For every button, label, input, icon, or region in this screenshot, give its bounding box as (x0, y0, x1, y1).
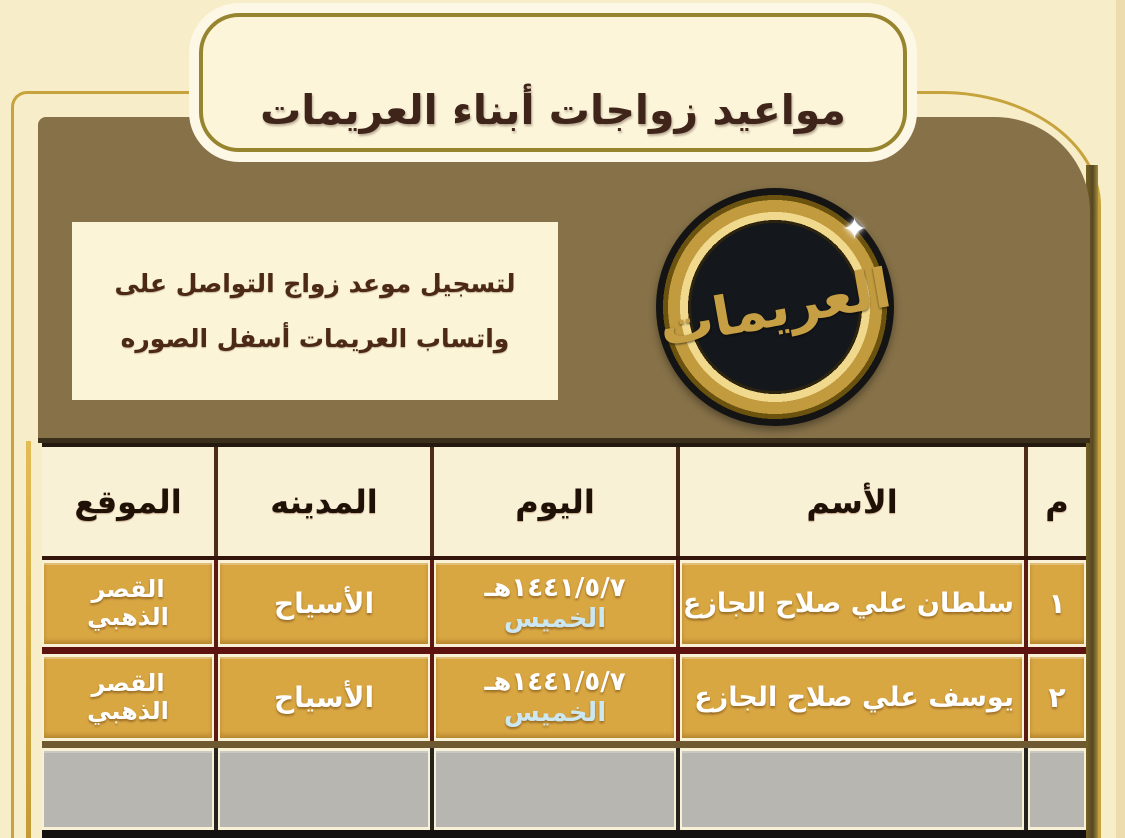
wedding-date: ١٤٤١/٥/٧هـ (484, 572, 626, 603)
wedding-date-wrap (436, 657, 674, 738)
header-cell-name: الأسم (680, 447, 1028, 556)
empty-cell (1028, 748, 1086, 830)
wedding-day-cell (434, 560, 680, 647)
table-row (42, 560, 1086, 654)
empty-cell-fill (220, 751, 428, 827)
city-cell (218, 654, 434, 741)
wedding-schedule-table (42, 443, 1086, 838)
info-line-2: واتساب العريمات أسفل الصوره (120, 324, 510, 353)
oraimat-logo-badge (656, 188, 894, 426)
gold-inner-left-line (26, 441, 31, 838)
row-number-cell (1028, 654, 1086, 741)
venue-cell (42, 654, 218, 741)
page-title: مواعيد زواجات أبناء العريمات (260, 86, 846, 134)
header-cell-number: م (1045, 482, 1069, 521)
empty-table-row (42, 748, 1086, 838)
empty-cell (42, 748, 218, 830)
row-number: ٢ (1030, 657, 1084, 738)
table-header-row (42, 443, 1086, 560)
wedding-date-wrap (436, 563, 674, 644)
wedding-day-cell (434, 654, 680, 741)
empty-cell-fill (44, 751, 212, 827)
groom-name-cell (680, 560, 1028, 647)
wedding-weekday: الخميس (503, 604, 607, 635)
venue-name: القصر الذهبي (87, 668, 169, 725)
logo-calligraphy-text: العريمات (654, 255, 896, 359)
title-banner (199, 13, 907, 152)
empty-cell-fill (682, 751, 1022, 827)
venue-name: القصر الذهبي (87, 574, 169, 631)
header-cell-venue: الموقع (42, 447, 218, 556)
venue-wrap (44, 657, 212, 738)
page-edge-shading (1116, 0, 1125, 838)
city-cell (218, 560, 434, 647)
groom-name-cell (680, 654, 1028, 741)
info-line-1: لتسجيل موعد زواج التواصل على (114, 269, 516, 298)
table-row (42, 654, 1086, 748)
wedding-weekday: الخميس (503, 698, 607, 729)
empty-cell (434, 748, 680, 830)
groom-name: سلطان علي صلاح الجازع (682, 563, 1022, 644)
city-name: الأسياح (220, 657, 428, 738)
venue-cell (42, 560, 218, 647)
header-cell-city: المدينه (218, 447, 434, 556)
empty-cell-fill (436, 751, 674, 827)
venue-wrap (44, 563, 212, 644)
header-cell-day: اليوم (434, 447, 680, 556)
whatsapp-info-box (72, 222, 558, 400)
row-number: ١ (1030, 563, 1084, 644)
sparkle-icon: ✦ (842, 212, 868, 247)
empty-cell-fill (1030, 751, 1084, 827)
city-name: الأسياح (220, 563, 428, 644)
empty-cell (680, 748, 1028, 830)
wedding-date: ١٤٤١/٥/٧هـ (484, 666, 626, 697)
empty-cell (218, 748, 434, 830)
row-number-cell (1028, 560, 1086, 647)
groom-name: يوسف علي صلاح الجازع (682, 657, 1022, 738)
